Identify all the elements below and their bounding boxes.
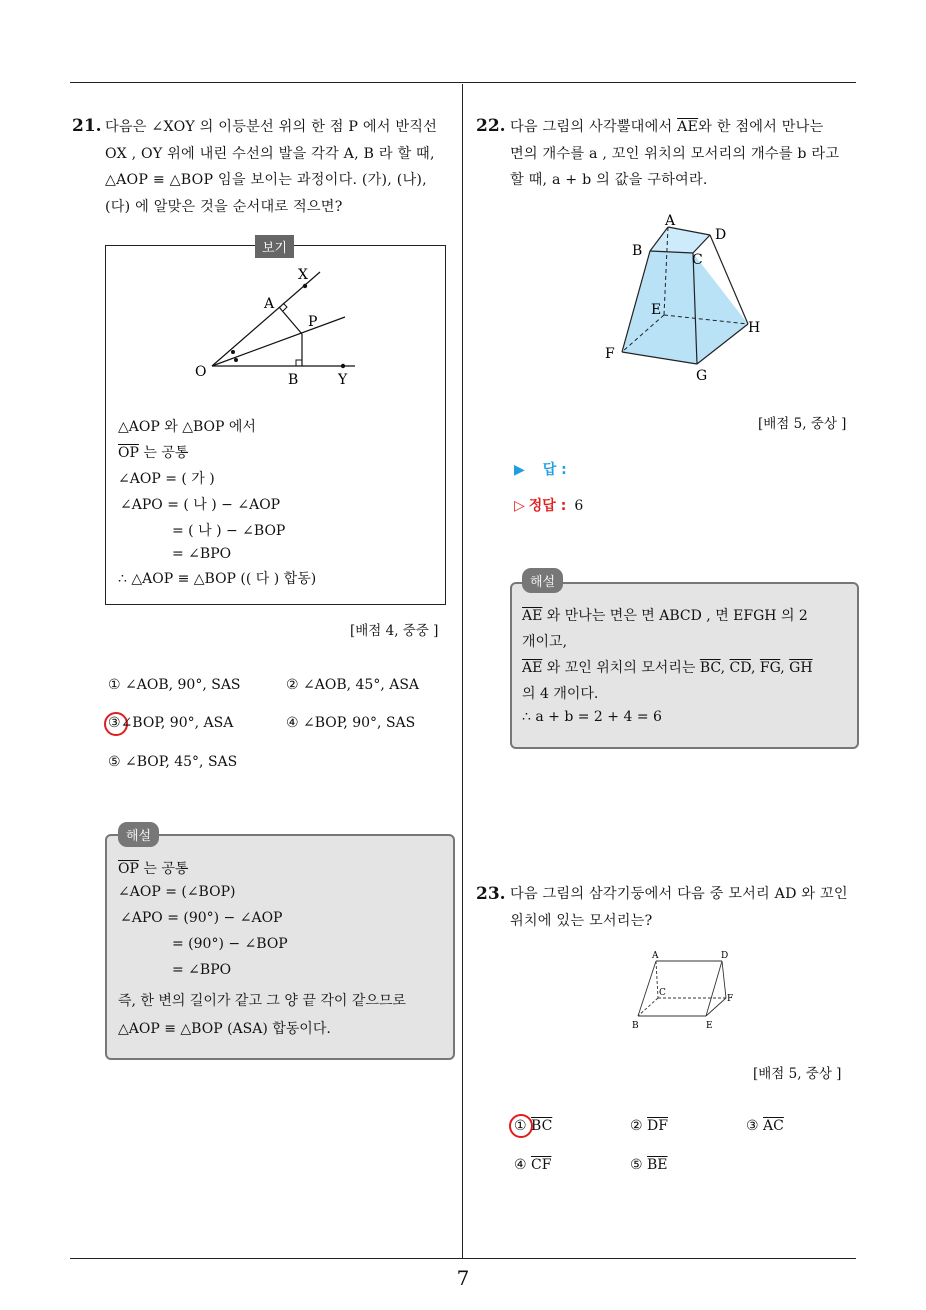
angle-mark-2 — [234, 358, 238, 362]
box-line: ∠APO = ( 나 ) − ∠AOP — [120, 497, 281, 513]
q22-line — [510, 114, 860, 141]
exp-line: 즉, 한 변의 길이가 같고 그 양 끝 각이 같으므로 — [118, 993, 406, 1009]
q22-number: 22. — [476, 116, 506, 136]
q23-number: 23. — [476, 884, 506, 904]
q22-line: 할 때, a + b 의 값을 구하여라. — [510, 172, 708, 188]
exp-line: = ∠BPO — [172, 962, 232, 978]
point-y — [341, 364, 345, 368]
q23-choice-5[interactable] — [630, 1157, 668, 1173]
prism-figure — [626, 946, 746, 1034]
q21-choice-3[interactable] — [108, 715, 233, 731]
exp-line: △AOP ≡ △BOP (ASA) 합동이다. — [118, 1021, 331, 1037]
q22-text-part: 다음 그림의 사각뿔대에서 — [510, 119, 678, 135]
exp-text: 와 꼬인 위치의 모서리는 — [542, 660, 700, 676]
choice-num: ① — [514, 1118, 527, 1134]
q21-angle-figure — [190, 262, 370, 392]
choice-num: ⑤ — [630, 1157, 643, 1173]
choice-segment: $\overline{CF}$ — [531, 1157, 552, 1173]
exp-line: 의 4 개이다. — [522, 686, 599, 702]
edge-de — [706, 961, 722, 1016]
q21-line: OX , OY 위에 내린 수선의 발을 각각 A, B 라 할 때, — [105, 145, 435, 162]
point-x — [303, 284, 307, 288]
label-o: O — [195, 364, 207, 380]
label-a: A — [652, 951, 659, 961]
segment-op: $\overline{OP}$ — [118, 861, 139, 877]
choice-num: ② — [630, 1118, 643, 1134]
edge-ac-hidden — [656, 961, 658, 998]
q23-choice-3[interactable] — [746, 1118, 784, 1134]
play-arrow-icon: ▶ — [514, 462, 525, 478]
exp-line: ∠APO = (90°) − ∠AOP — [120, 910, 283, 926]
label-h: H — [748, 320, 761, 336]
angle-mark-1 — [231, 350, 235, 354]
exp-line — [118, 858, 188, 878]
outline-arrow-icon: ▷ — [514, 498, 525, 514]
q21-choice-1[interactable]: ① ∠AOB, 90°, SAS — [108, 677, 241, 693]
label-b: B — [632, 1021, 639, 1031]
q22-correct-row — [514, 495, 583, 515]
edge-df — [722, 961, 726, 998]
segment-ae: $\overline{AE}$ — [522, 608, 543, 624]
q21-line: △AOP ≡ △BOP 임을 보이는 과정이다. (가), (나), — [105, 172, 427, 188]
choice-text: ∠BOP, 90°, ASA — [120, 715, 234, 731]
label-d: D — [721, 951, 729, 961]
q21-text — [105, 114, 457, 220]
edge-ab — [638, 961, 656, 1016]
label-f: F — [727, 994, 734, 1004]
segment-ae: $\overline{AE}$ — [522, 660, 543, 676]
q23-choice-1[interactable] — [514, 1118, 552, 1134]
label-c: C — [659, 988, 666, 998]
answer-label: 답 : — [542, 462, 567, 478]
q23-score: [배점 5, 중상 ] — [753, 1066, 842, 1082]
right-angle-b — [296, 360, 302, 366]
q22-score: [배점 5, 중상 ] — [758, 416, 847, 432]
box-line: = ( 나 ) − ∠BOP — [172, 523, 286, 539]
q22-text — [510, 114, 860, 194]
exp-line: $\overline{AE}$ 와 꼬인 위치의 모서리는 $\overline{BC}$, $\overline{CD}$, $\overline{FG}$, $\overline{GH}$ — [522, 660, 813, 676]
q22-exp-title: 해설 — [522, 568, 563, 593]
choice-num: ④ — [514, 1157, 527, 1173]
segment-fg: $\overline{FG}$ — [759, 660, 781, 676]
q21-choice-2[interactable]: ② ∠AOB, 45°, ASA — [286, 677, 420, 693]
choice-segment: $\overline{BC}$ — [531, 1118, 553, 1134]
q21-choice-4[interactable]: ④ ∠BOP, 90°, SAS — [286, 715, 416, 731]
choice-segment: $\overline{DF}$ — [647, 1118, 668, 1134]
label-b: B — [288, 372, 299, 388]
q21-score: [배점 4, 중중 ] — [350, 623, 439, 639]
segment-gh: $\overline{GH}$ — [789, 660, 813, 676]
label-d: D — [715, 227, 727, 243]
bottom-rule — [70, 1258, 856, 1259]
q22-line: 면의 개수를 a , 꼬인 위치의 모서리의 개수를 b 라고 — [510, 145, 840, 162]
exp-line: ∴ a + b = 2 + 4 = 6 — [522, 709, 662, 725]
label-b: B — [632, 243, 643, 259]
q21-exp-title: 해설 — [118, 822, 159, 847]
top-rule — [70, 82, 856, 83]
segment-op: $\overline{OP}$ — [118, 445, 139, 461]
q23-choice-4[interactable] — [514, 1157, 551, 1173]
q21-box-title: 보기 — [255, 235, 294, 258]
exp-line: = (90°) − ∠BOP — [172, 936, 288, 952]
choice-segment: $\overline{AC}$ — [763, 1118, 784, 1134]
q23-line: 위치에 있는 모서리는? — [510, 912, 653, 929]
q21-choice-5[interactable]: ⑤ ∠BOP, 45°, SAS — [108, 754, 238, 770]
choice-segment: $\overline{BE}$ — [647, 1157, 668, 1173]
exp-text: 는 공통 — [138, 861, 189, 877]
box-line: △AOP 와 △BOP 에서 — [118, 419, 256, 435]
q21-number: 21. — [72, 116, 102, 136]
perp-pa — [279, 307, 302, 334]
correct-value: 6 — [574, 498, 584, 514]
page-number: 7 — [456, 1266, 470, 1290]
q21-line: 다음은 ∠XOY 의 이등분선 위의 한 점 P 에서 반직선 — [105, 119, 438, 135]
segment-bc: $\overline{BC}$ — [699, 660, 721, 676]
label-g: G — [696, 368, 708, 384]
exp-text: 와 만나는 면은 면 ABCD , 면 EFGH 의 2 — [542, 608, 808, 624]
choice-num: ③ — [108, 715, 121, 731]
box-line: ∴ △AOP ≡ △BOP (( 다 ) 합동) — [118, 571, 317, 587]
segment-ae: $\overline{AE}$ — [677, 119, 699, 135]
segment-cd: $\overline{CD}$ — [729, 660, 751, 676]
box-line: = ∠BPO — [172, 546, 232, 562]
exp-line: ∠AOP = (∠BOP) — [118, 884, 236, 900]
label-p: P — [308, 314, 318, 330]
correct-label: 정답 : — [528, 498, 567, 514]
label-c: C — [692, 252, 703, 268]
q23-text — [510, 881, 860, 934]
exp-line: 개이고, — [522, 634, 568, 650]
bisector-op — [212, 317, 345, 366]
right-angle-a — [283, 303, 287, 311]
frustum-figure — [598, 210, 768, 385]
q22-answer-row — [514, 459, 567, 479]
choice-num: ③ — [746, 1118, 759, 1134]
q21-line: (다) 에 알맞은 것을 순서대로 적으면? — [105, 198, 343, 215]
q23-choice-2[interactable] — [630, 1118, 668, 1134]
box-line — [118, 442, 188, 462]
label-e: E — [651, 302, 662, 318]
label-a: A — [264, 296, 275, 312]
label-x: X — [298, 267, 308, 283]
box-text: 는 공통 — [138, 445, 189, 461]
label-y: Y — [338, 372, 348, 388]
column-divider — [462, 84, 463, 1258]
q22-text-part: 와 한 점에서 만나는 — [698, 119, 824, 135]
box-line: ∠AOP = ( 가 ) — [118, 471, 215, 487]
label-f: F — [605, 346, 615, 362]
label-e: E — [706, 1021, 713, 1031]
exp-line — [522, 605, 808, 625]
q23-line: 다음 그림의 삼각기둥에서 다음 중 모서리 AD 와 꼬인 — [510, 886, 848, 902]
label-a: A — [665, 213, 676, 229]
